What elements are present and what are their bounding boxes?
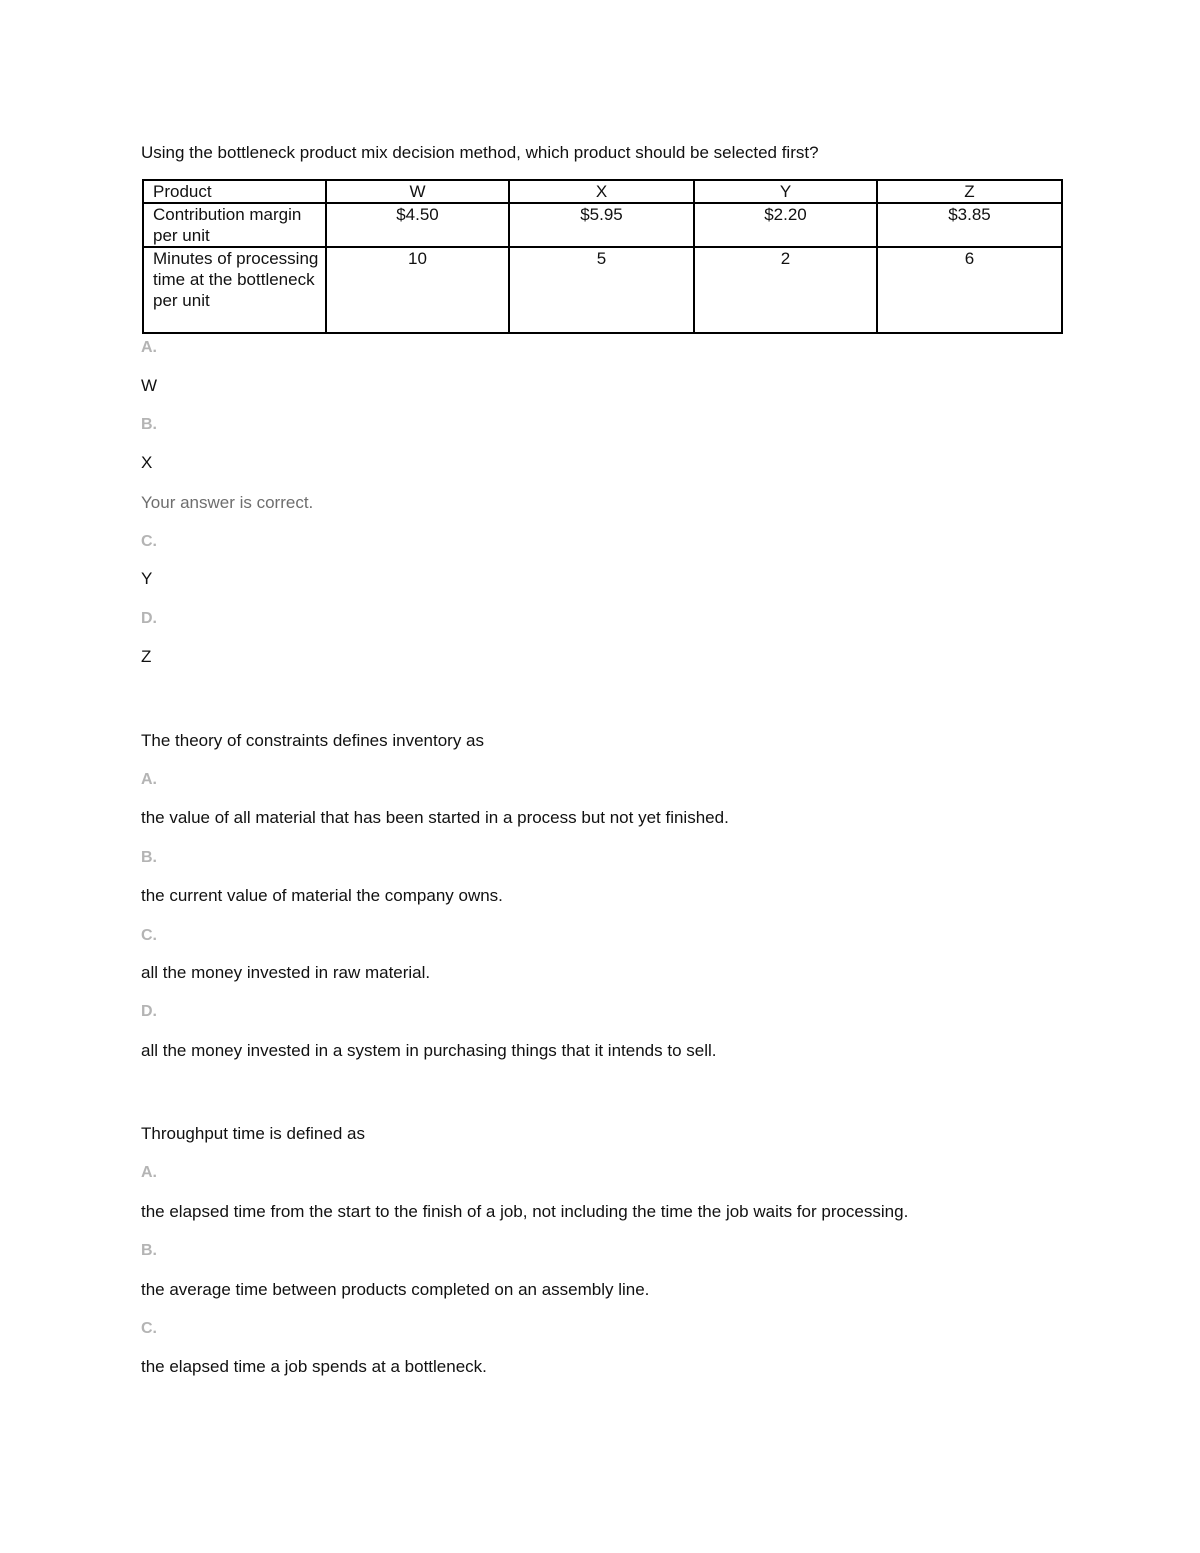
question-3-text: Throughput time is defined as: [141, 1124, 365, 1143]
option-letter: C.: [141, 1320, 157, 1337]
table-cell: $3.85: [877, 203, 1062, 247]
table-row-label: Minutes of processing time at the bottleneck per unit: [143, 247, 326, 333]
table-cell: 10: [326, 247, 509, 333]
option-text: Z: [141, 647, 152, 666]
table-cell: $2.20: [694, 203, 877, 247]
option-text: the value of all material that has been started in a process but not yet finished.: [141, 808, 729, 827]
table-cell: 6: [877, 247, 1062, 333]
table-header-cell: Z: [877, 180, 1062, 203]
product-table: [142, 179, 1063, 334]
option-text: X: [141, 453, 153, 472]
table-row-label: Contribution margin per unit: [143, 203, 326, 247]
table-header-cell: W: [326, 180, 509, 203]
table-header-row: [143, 180, 1062, 203]
answer-feedback: Your answer is correct.: [141, 493, 314, 512]
option-text: W: [141, 376, 158, 395]
table-row: [143, 203, 1062, 247]
option-text: Y: [141, 569, 153, 588]
option-letter: D.: [141, 1003, 157, 1020]
table-header-cell: Y: [694, 180, 877, 203]
table-row: [143, 247, 1062, 333]
option-letter: C.: [141, 927, 157, 944]
table-cell: $4.50: [326, 203, 509, 247]
option-letter: D.: [141, 610, 157, 627]
option-text: the elapsed time from the start to the finish of a job, not including the time the job waits for processing.: [141, 1202, 909, 1221]
option-letter: A.: [141, 1164, 157, 1181]
option-text: the current value of material the company owns.: [141, 886, 503, 905]
option-text: the average time between products completed on an assembly line.: [141, 1280, 650, 1299]
table-cell: $5.95: [509, 203, 694, 247]
table-cell: 5: [509, 247, 694, 333]
question-1-text: Using the bottleneck product mix decision method, which product should be selected first?: [141, 143, 819, 162]
option-letter: B.: [141, 416, 157, 433]
table-header-cell: Product: [143, 180, 326, 203]
question-2-text: The theory of constraints defines inventory as: [141, 731, 485, 750]
option-text: all the money invested in raw material.: [141, 963, 431, 982]
option-letter: C.: [141, 533, 157, 550]
option-text: all the money invested in a system in purchasing things that it intends to sell.: [141, 1041, 717, 1060]
table-cell: 2: [694, 247, 877, 333]
option-letter: A.: [141, 339, 157, 356]
option-text: the elapsed time a job spends at a bottleneck.: [141, 1357, 487, 1376]
option-letter: B.: [141, 1242, 157, 1259]
option-letter: A.: [141, 771, 157, 788]
table-header-cell: X: [509, 180, 694, 203]
option-letter: B.: [141, 849, 157, 866]
